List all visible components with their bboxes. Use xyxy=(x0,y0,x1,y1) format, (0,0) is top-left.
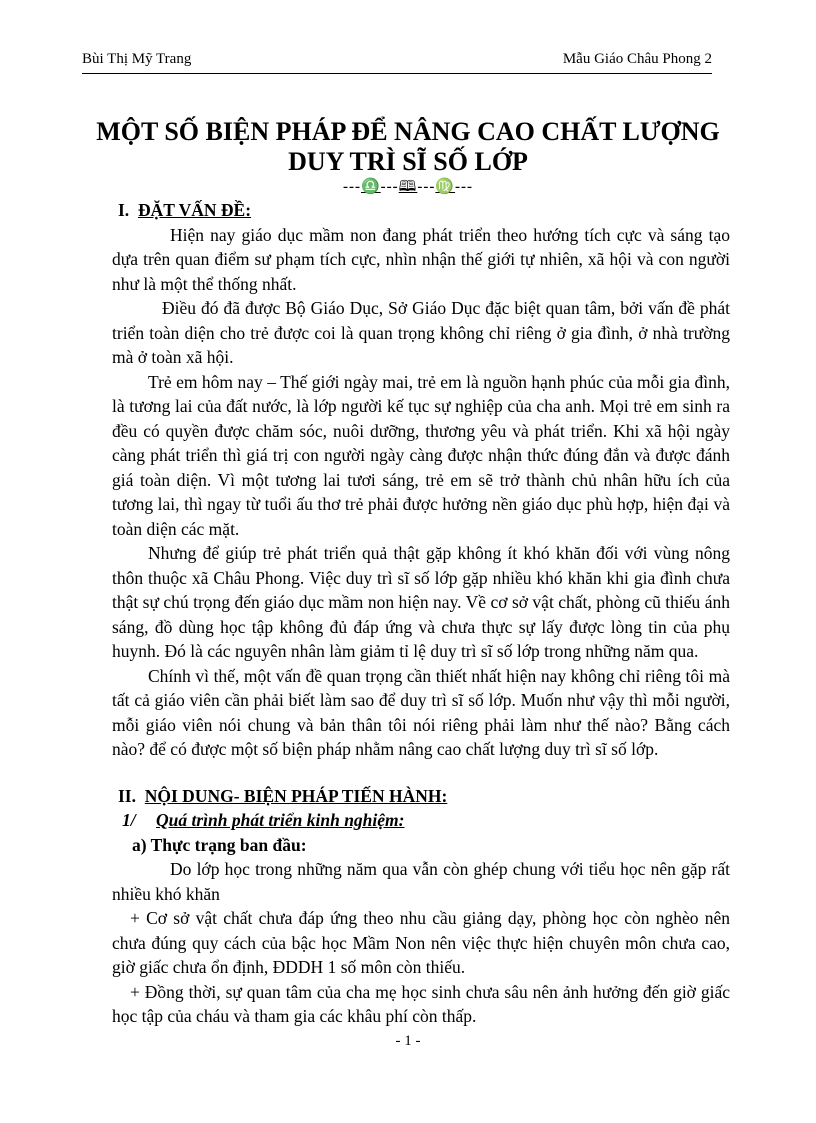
section-2-heading xyxy=(118,784,730,809)
ornament-dashes: --- xyxy=(455,179,474,195)
paragraph: Chính vì thế, một vấn đề quan trọng cần thiết nhất hiện nay không chỉ riêng tôi mà tất cả giáo viên cần phải biết làm sao để duy trì sĩ số lớp. Muốn như vậy thì mỗi người, mỗi giáo viên nói chung và bản thân tôi nói riêng phải làm như thế nào? Bằng cách nào? để có được một số biện pháp nhằm nâng cao chất lượng duy trì sĩ số lớp. xyxy=(112,665,730,759)
bullet-item: + Cơ sở vật chất chưa đáp ứng theo nhu cầu giảng dạy, phòng học còn nghèo nên chưa đúng quy cách của bậc học Mầm Non nên việc thực hiện chuyên môn chưa cao, giờ giấc chưa ổn định, ĐDDH 1 số môn còn thiếu. xyxy=(112,908,730,977)
document-title-line-1: MỘT SỐ BIỆN PHÁP ĐỂ NÂNG CAO CHẤT LƯỢNG xyxy=(96,117,720,146)
book-icon: 🕮 xyxy=(398,179,418,195)
page-header xyxy=(82,51,712,74)
ornament-dashes: --- xyxy=(380,179,399,195)
section-1-number: I. xyxy=(118,200,130,220)
libra-icon: ♎ xyxy=(360,179,381,195)
section-2-number: II. xyxy=(118,785,136,806)
document-body xyxy=(112,198,730,1029)
ornament-dashes: --- xyxy=(417,179,436,195)
section-1-heading xyxy=(118,198,730,223)
paragraph: Điều đó đã được Bộ Giáo Dục, Sở Giáo Dục đặc biệt quan tâm, bởi vấn đề phát triển toàn diện cho trẻ được coi là quan trọng không chỉ riêng ở gia đình, ở nhà trường mà ở toàn xã hội. xyxy=(112,298,730,367)
paragraph: Do lớp học trong những năm qua vẫn còn ghép chung với tiểu học nên gặp rất nhiều khó khăn xyxy=(112,859,730,904)
paragraph: Hiện nay giáo dục mầm non đang phát triển theo hướng tích cực và sáng tạo dựa trên quan điểm sư phạm tích cực, nhìn nhận thế giới tự nhiên, xã hội và con người như là một thể thống nhất. xyxy=(112,224,730,294)
subsection-1-title: Quá trình phát triển kinh nghiệm: xyxy=(156,810,405,830)
document-title-line-2: DUY TRÌ SĨ SỐ LỚP xyxy=(288,147,528,176)
subsection-a-heading: a) Thực trạng ban đầu: xyxy=(132,834,307,855)
section-2-title: NỘI DUNG- BIỆN PHÁP TIẾN HÀNH: xyxy=(144,785,448,806)
paragraph: Nhưng để giúp trẻ phát triển quả thật gặp không ít khó khăn đối với vùng nông thôn thuộc xã Châu Phong. Việc duy trì sĩ số lớp gặp nhiều khó khăn khi gia đình chưa thật sự chú trọng đến giáo dục mầm non hiện nay. Về cơ sở vật chất, phòng cũ thiếu ánh sáng, đồ dùng học tập không đủ đáp ứng và chưa thực sự lấy được lòng tin của phụ huynh. Đó là các nguyên nhân làm giảm tỉ lệ duy trì sĩ số lớp trong những năm qua. xyxy=(112,543,730,661)
page-number: - 1 - xyxy=(395,1033,421,1049)
section-1-title: ĐẶT VẤN ĐỀ: xyxy=(137,200,252,220)
subsection-1-number: 1/ xyxy=(122,810,136,830)
paragraph: Trẻ em hôm nay – Thế giới ngày mai, trẻ em là nguồn hạnh phúc của mỗi gia đình, là tương lai của đất nước, là lớp người kế tục sự nghiệp của cha anh. Mọi trẻ em sinh ra đều có quyền được chăm sóc, nuôi dưỡng, thương yêu và phát triển. Khi xã hội ngày càng phát triển thì giá trị con người ngày càng được nhận thức đúng đắn và được đánh giá toàn diện. Vì một tương lai tươi sáng, trẻ em sẽ trở thành chủ nhân hữu ích của tương lai, thì ngay từ tuổi ấu thơ trẻ phải được hưởng nền giáo dục phù hợp, hiện đại và toàn diện các mặt. xyxy=(112,371,730,539)
header-author: Bùi Thị Mỹ Trang xyxy=(82,51,192,67)
ornament-dashes: --- xyxy=(342,179,361,195)
header-school: Mẫu Giáo Châu Phong 2 xyxy=(562,51,712,67)
virgo-icon: ♍ xyxy=(435,179,456,195)
bullet-item: + Đồng thời, sự quan tâm của cha mẹ học sinh chưa sâu nên ảnh hưởng đến giờ giấc học tập của cháu và tham gia các khâu phí còn thấp. xyxy=(112,981,730,1026)
subsection-1-heading xyxy=(122,808,730,833)
